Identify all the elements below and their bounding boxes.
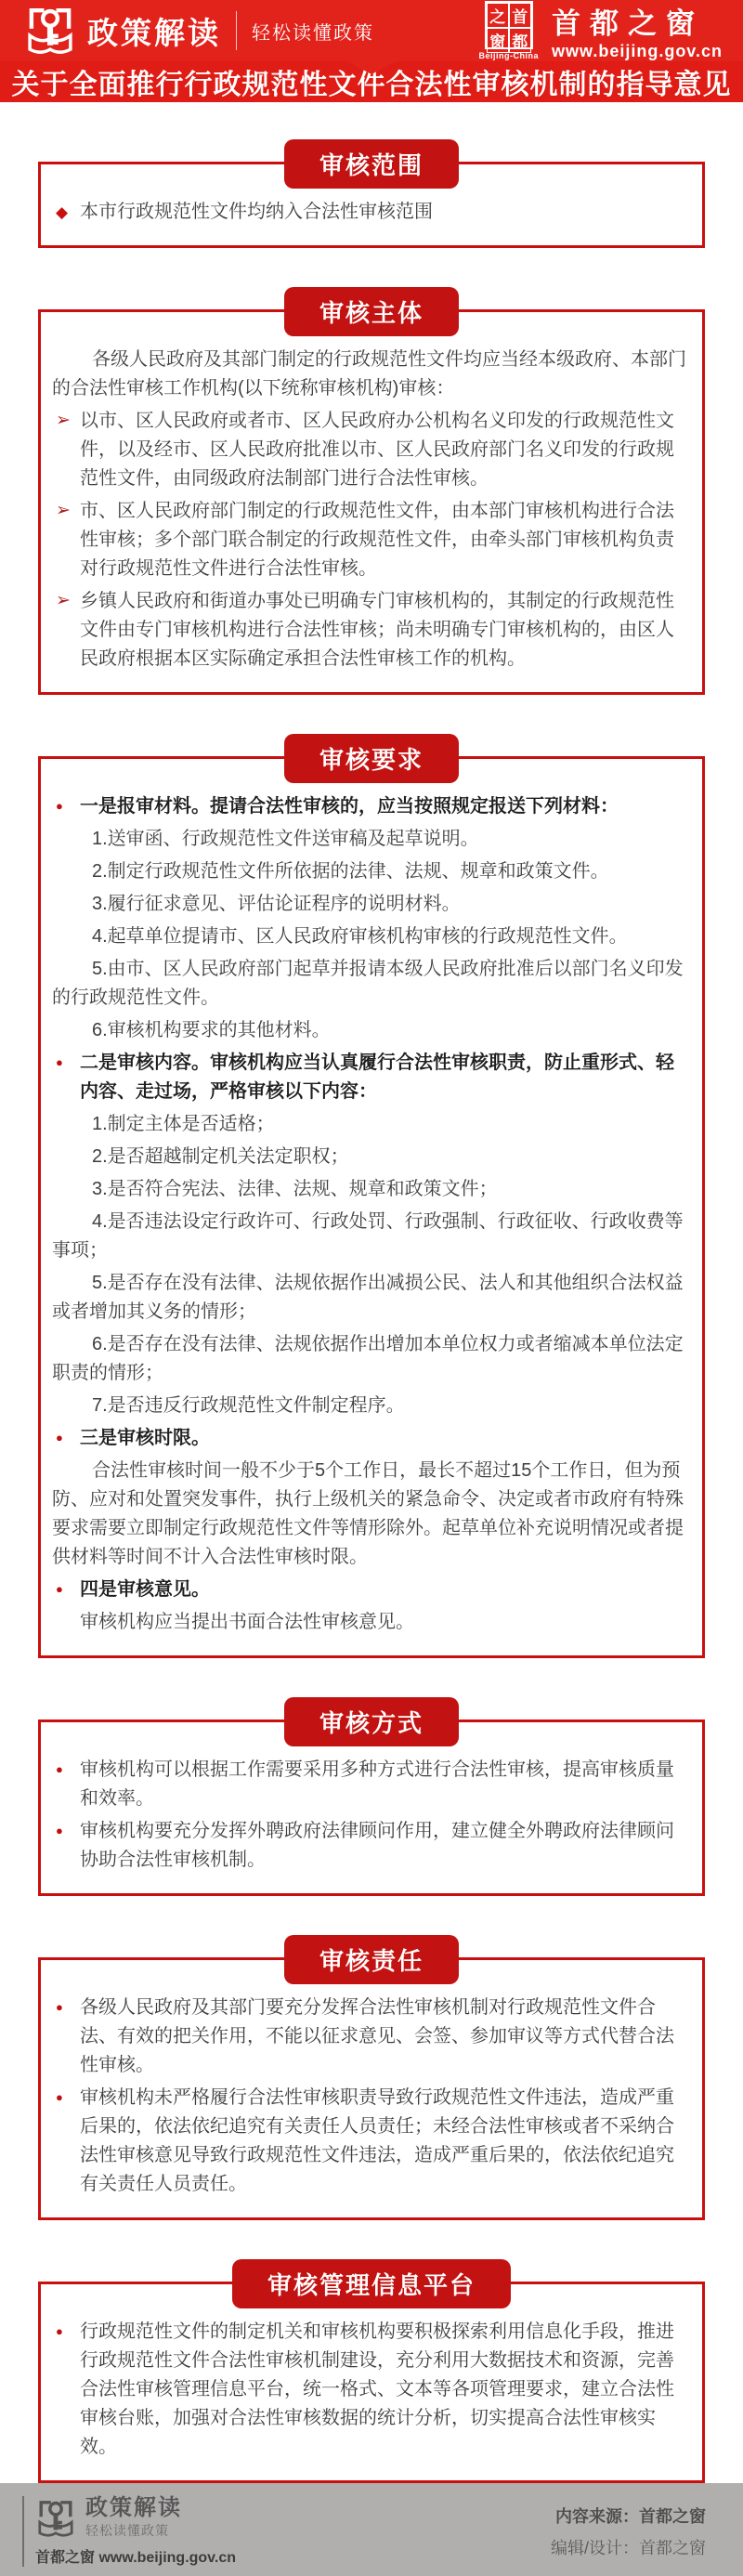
section-body — [41, 312, 702, 692]
list-item — [52, 1576, 691, 1604]
section-body — [41, 2284, 702, 2480]
logo-title: 政策解读 — [87, 15, 221, 50]
paragraph: 审核机构应当提出书面合法性审核意见。 — [80, 1612, 414, 1633]
item-text: 审核机构未严格履行合法性审核职责导致行政规范性文件违法，造成严重后果的，依法依纪追究有关责任人员责任；未经合法性审核或者不采纳合法性审核意见导致行政规范性文件违法，造成严重后果的，依法依纪追究有关责任人员责任。 — [80, 2087, 674, 2195]
section-title: 审核主体 — [319, 299, 424, 328]
dot-icon: ● — [56, 2090, 63, 2105]
intro-paragraph: 各级人民政府及其部门制定的行政规范性文件均应当经本级政府、本部门的合法性审核工作机构(以下统称审核机构)审核： — [52, 349, 686, 399]
footer-right — [551, 2496, 706, 2566]
numbered-item: 4.是否违法设定行政许可、行政处罚、行政强制、行政征收、行政收费等事项； — [52, 1211, 684, 1262]
section-title-badge — [284, 1697, 459, 1746]
section-card-scope — [38, 151, 705, 248]
list-item — [52, 1756, 691, 1813]
arrow-icon: ➢ — [56, 501, 71, 521]
section-title-badge — [284, 734, 459, 783]
footer-left — [22, 2496, 236, 2566]
section-title: 审核管理信息平台 — [267, 2271, 476, 2300]
arrow-icon: ➢ — [56, 591, 71, 611]
list-item — [52, 1424, 691, 1453]
source-line: 内容来源：首都之窗 — [555, 2507, 706, 2527]
footer-logo-text — [85, 2496, 182, 2539]
site-wordmark — [552, 0, 723, 61]
item-text: 行政规范性文件的制定机关和审核机构要积极探索利用信息化手段，推进行政规范性文件合法性审核机制建设，充分利用大数据技术和资源，完善合法性审核管理信息平台，统一格式、文本等各项管理要求，建立合法性审核台账，加强对合法性审核数据的统计分析，切实提高合法性审核实效。 — [80, 2321, 674, 2458]
numbered-item: 3.履行征求意见、评估论证程序的说明材料。 — [92, 894, 461, 915]
section-title: 审核范围 — [319, 151, 424, 179]
section-title: 审核方式 — [319, 1709, 424, 1738]
key-book-icon — [24, 5, 76, 57]
site-name: 首都之窗 — [551, 7, 704, 40]
item-text: 一是报审材料。提请合法性审核的，应当按照规定报送下列材料： — [80, 796, 619, 817]
numbered-item: 4.起草单位提请市、区人民政府审核机构审核的行政规范性文件。 — [92, 926, 628, 948]
footer-logo-title: 政策解读 — [85, 2495, 182, 2521]
numbered-item: 1.制定主体是否适格； — [92, 1114, 275, 1135]
section-card-requirements — [38, 746, 705, 1658]
seal-char: 窗 — [487, 28, 509, 53]
diamond-icon: ◆ — [56, 203, 69, 221]
list-item — [52, 1994, 691, 2080]
item-text: 四是审核意见。 — [80, 1579, 210, 1601]
list-item — [52, 497, 691, 583]
key-book-icon — [35, 2498, 76, 2539]
section-title: 审核责任 — [319, 1947, 424, 1976]
policy-logo — [24, 5, 374, 57]
footer-logo-subtitle: 轻松读懂政策 — [85, 2522, 169, 2538]
dot-icon: ● — [56, 1055, 63, 1070]
section-body — [41, 1722, 702, 1893]
item-text: 审核机构要充分发挥外聘政府法律顾问作用，建立健全外聘政府法律顾问协助合法性审核机制。 — [80, 1821, 674, 1871]
triangle-down-icon — [347, 61, 396, 74]
paragraph: 合法性审核时间一般不少于5个工作日，最长不超过15个工作日，但为预防、应对和处置突发事件，执行上级机关的紧急命令、决定或者市政府有特殊要求需要立即制定行政规范性文件等情形除外。起草单位补充说明情况或者提供材料等时间不计入合法性审核时限。 — [52, 1460, 684, 1568]
section-card-subject — [38, 299, 705, 695]
item-text: 以市、区人民政府或者市、区人民政府办公机构名义印发的行政规范性文件，以及经市、区人民政府批准以市、区人民政府部门名义印发的行政规范性文件，由同级政府法制部门进行合法性审核。 — [80, 411, 674, 490]
numbered-item: 2.制定行政规范性文件所依据的法律、法规、规章和政策文件。 — [92, 861, 609, 883]
numbered-item: 6.审核机构要求的其他材料。 — [92, 1020, 331, 1041]
list-item — [52, 587, 691, 673]
numbered-item: 5.由市、区人民政府部门起草并报请本级人民政府批准后以部门名义印发的行政规范性文件。 — [52, 959, 684, 1009]
footer-logo — [35, 2496, 236, 2539]
dot-icon: ● — [56, 2000, 63, 2015]
list-item — [52, 198, 691, 227]
capital-window-brand — [478, 0, 723, 61]
item-text: 二是审核内容。审核机构应当认真履行合法性审核职责，防止重形式、轻内容、走过场，严格审核以下内容： — [80, 1053, 674, 1103]
arrow-icon: ➢ — [56, 411, 71, 431]
section-title: 审核要求 — [319, 746, 424, 775]
dot-icon: ● — [56, 2324, 63, 2339]
dot-icon: ● — [56, 1431, 63, 1445]
item-text: 审核机构可以根据工作需要采用多种方式进行合法性审核，提高审核质量和效率。 — [80, 1759, 674, 1810]
content-area — [0, 102, 743, 2483]
list-item — [52, 407, 691, 493]
item-text: 乡镇人民政府和街道办事处已明确专门审核机构的，其制定的行政规范性文件由专门审核机构进行合法性审核；尚未明确专门审核机构的，由区人民政府根据本区实际确定承担合法性审核工作的机构。 — [80, 591, 674, 670]
item-text: 三是审核时限。 — [80, 1428, 210, 1449]
section-title-badge — [284, 287, 459, 336]
page-title: 关于全面推行行政规范性文件合法性审核机制的指导意见 — [11, 70, 732, 100]
logo-subtitle: 轻松读懂政策 — [252, 22, 374, 44]
section-body — [41, 1960, 702, 2217]
seal-caption: Beijing-China — [478, 51, 539, 60]
list-item — [52, 2084, 691, 2199]
numbered-item: 3.是否符合宪法、法律、法规、规章和政策文件； — [92, 1179, 498, 1200]
section-card-responsibility — [38, 1947, 705, 2220]
section-title-badge — [284, 139, 459, 189]
numbered-item: 5.是否存在没有法律、法规依据作出减损公民、法人和其他组织合法权益或者增加其义务的情形； — [52, 1273, 684, 1323]
dot-icon: ● — [56, 1582, 63, 1597]
site-url: www.beijing.gov.cn — [551, 42, 723, 60]
section-card-platform — [38, 2271, 705, 2483]
numbered-item: 6.是否存在没有法律、法规依据作出增加本单位权力或者缩减本单位法定职责的情形； — [52, 1334, 684, 1384]
dot-icon: ● — [56, 1762, 63, 1777]
item-text: 本市行政规范性文件均纳入合法性审核范围 — [80, 202, 433, 222]
top-header — [0, 0, 743, 61]
list-item — [52, 2318, 691, 2462]
dot-icon: ● — [56, 1824, 63, 1838]
numbered-item: 2.是否超越制定机关法定职权； — [92, 1146, 349, 1168]
footer-site-line: 首都之窗 www.beijing.gov.cn — [35, 2549, 237, 2566]
numbered-item: 7.是否违反行政规范性文件制定程序。 — [92, 1395, 405, 1417]
item-text: 各级人民政府及其部门要充分发挥合法性审核机制对行政规范性文件合法、有效的把关作用，不能以征求意见、会签、参加审议等方式代替合法性审核。 — [80, 1997, 674, 2076]
seal-char: 之 — [487, 3, 509, 28]
seal-char: 都 — [509, 28, 531, 53]
list-item — [52, 1817, 691, 1875]
list-item — [52, 1049, 691, 1106]
footer — [0, 2483, 743, 2575]
dot-icon: ● — [56, 799, 63, 814]
section-body — [41, 759, 702, 1655]
logo-divider — [236, 11, 237, 50]
section-title-badge — [232, 2259, 511, 2308]
capital-window-seal — [478, 1, 539, 60]
editor-line: 编辑/设计：首都之窗 — [550, 2539, 706, 2558]
section-title-badge — [284, 1935, 459, 1984]
list-item — [52, 792, 691, 821]
seal-char: 首 — [509, 3, 531, 28]
section-card-method — [38, 1709, 705, 1896]
item-text: 市、区人民政府部门制定的行政规范性文件，由本部门审核机构进行合法性审核；多个部门联合制定的行政规范性文件，由牵头部门审核机构负责对行政规范性文件进行合法性审核。 — [80, 501, 674, 580]
seal-icon — [485, 1, 533, 49]
numbered-item: 1.送审函、行政规范性文件送审稿及起草说明。 — [92, 829, 479, 850]
